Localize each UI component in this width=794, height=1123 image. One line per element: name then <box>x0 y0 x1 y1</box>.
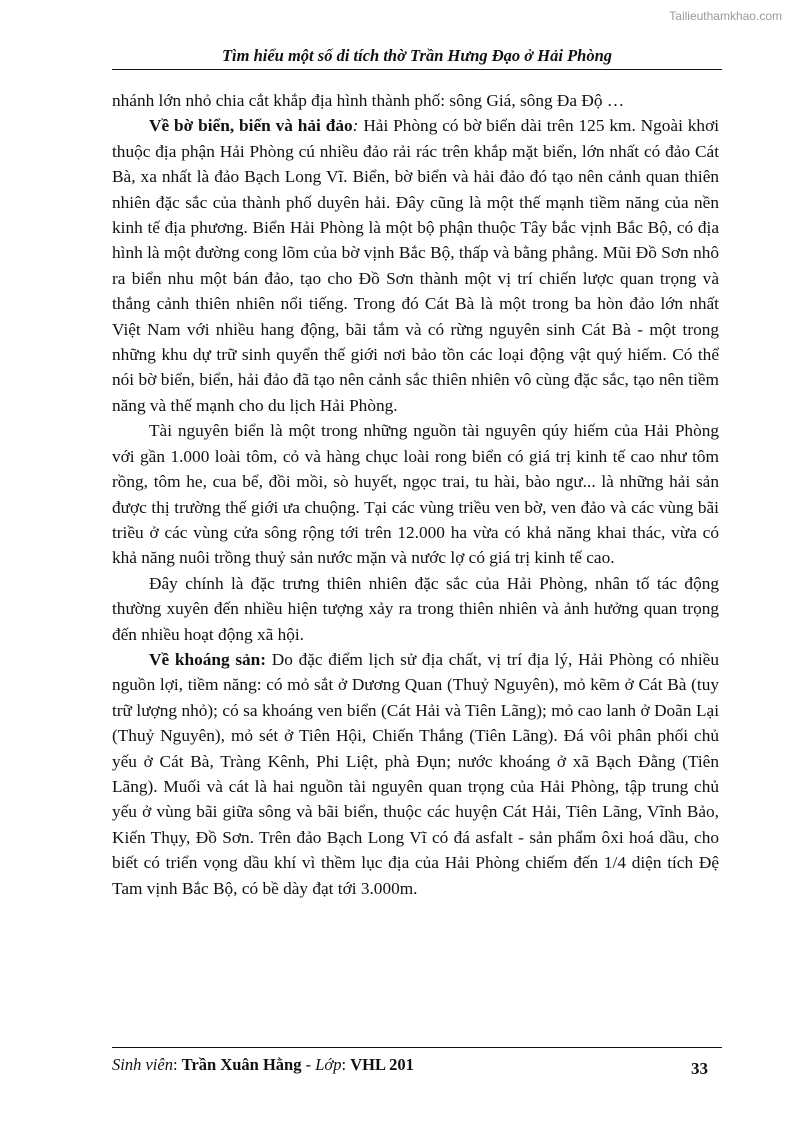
page-number: 33 <box>691 1059 708 1078</box>
paragraph-rivers-continuation: nhánh lớn nhỏ chia cắt khắp địa hình thành phố: sông Giá, sông Đa Độ … <box>112 91 625 110</box>
heading-colon: : <box>352 116 359 136</box>
footer-separator: : <box>341 1055 351 1074</box>
footer-separator: - <box>301 1055 316 1074</box>
paragraph-natural-features: Đây chính là đặc trưng thiên nhiên đặc sắc của Hải Phòng, nhân tố tác động thường xuyên đến nhiều hiện tượng xảy ra trong thiên nhiên và ảnh hưởng quan trọng đến nhiều hoạt động xã hội. <box>112 573 719 644</box>
student-label: Sinh viên <box>112 1055 173 1074</box>
student-name: Trần Xuân Hằng <box>181 1055 302 1074</box>
watermark: Tailieuthamkhao.com <box>669 9 782 23</box>
paragraph-text: Do đặc điểm lịch sử địa chất, vị trí địa lý, Hải Phòng có nhiều nguồn lợi, tiềm năng: có mỏ sắt ở Dương Quan (Thuỷ Nguyên), mỏ kẽm ở Cát Bà (tuy trữ lượng nhỏ); có sa khoáng ven biển (Cát Hải và Tiên Lãng); mỏ cao lanh ở Doãn Lại (Thuỷ Nguyên), mỏ sét ở Tiên Hội, Chiến Thắng (Tiên Lãng). Đá vôi phân phối chủ yếu ở Cát Bà, Tràng Kênh, Phi Liệt, phà Đụn; nước khoáng ở xã Bạch Đằng (Tiên Lãng). Muối và cát là hai nguồn tài nguyên quan trọng của Hải Phòng, tập trung chủ yếu ở vùng bãi giữa sông và bãi biển, thuộc các huyện Cát Hải, Tiên Lãng, Vĩnh Bảo, Kiến Thụy, Đồ Sơn. Trên đảo Bạch Long Vĩ có đá asfalt - sản phẩm ôxi hoá dầu, cho biết có triển vọng dầu khí vì thềm lục địa của Hải Phòng chiếm đến 1/4 diện tích Đệ Tam vịnh Bắc Bộ, có bề dày đạt tới 3.000m. <box>112 649 719 898</box>
section-heading-minerals: Về khoáng sản: <box>149 649 267 669</box>
class-label: Lớp <box>315 1055 342 1074</box>
footer-separator: : <box>172 1055 182 1074</box>
document-body <box>112 88 719 901</box>
paragraph-coast-sea-islands <box>112 113 719 418</box>
footer-divider <box>112 1047 722 1048</box>
paragraph-marine-resources: Tài nguyên biển là một trong những nguồn tài nguyên qúy hiếm của Hải Phòng với gần 1.000 loài tôm, cỏ và hàng chục loài rong biển có giá trị kinh tế cao như tôm rồng, tôm he, cua bể, đồi mồi, sò huyết, ngọc trai, tu hài, bào ngư... là những hải sản được thị trường thế giới ưa chuộng. Tại các vùng triều ven bờ, ven đảo và các vùng bãi triều ở các vùng cửa sông rộng tới trên 12.000 ha vừa có khả năng khai thác, vừa có khả năng nuôi trồng thuỷ sản nước mặn và nước lợ có giá trị kinh tế cao. <box>112 421 719 568</box>
section-heading-coast: Về bờ biển, biển và hải đảo <box>149 116 353 136</box>
paragraph-minerals <box>112 647 719 901</box>
page-header-title: Tìm hiểu một số di tích thờ Trần Hưng Đạo ở Hải Phòng <box>221 46 613 65</box>
page-footer <box>112 1055 722 1078</box>
class-name: VHL 201 <box>350 1055 414 1074</box>
paragraph-text: Hải Phòng có bờ biển dài trên 125 km. Ngoài khơi thuộc địa phận Hải Phòng cú nhiều đảo rải rác trên khắp mặt biển, lớn nhất có đảo Cát Bà, xa nhất là đảo Bạch Long Vĩ. Biển, bờ biển và hải đảo đó tạo nên cảnh quan thiên nhiên đặc sắc của thành phố duyên hải. Đây cũng là một thế mạnh tiềm năng của nền kinh tế địa phương. Biển Hải Phòng là một bộ phận thuộc Tây bắc vịnh Bắc Bộ, có địa hình là một đường cong lõm của bờ vịnh Bắc Bộ, thấp và bằng phẳng. Mũi Đồ Sơn nhô ra biển nhu một bán đảo, tạo cho Đồ Sơn thành một vị trí chiến lược quan trọng và thắng cảnh thiên nhiên nổi tiếng. Trong đó Cát Bà là một trong ba hòn đảo lớn nhất Việt Nam với nhiều hang động, bãi tắm và có rừng nguyên sinh Cát Bà - một trong những khu dự trữ sinh quyển thế giới nơi bảo tồn các loại động vật quý hiếm. Có thể nói bờ biển, biển, hải đảo đã tạo nên cảnh sắc thiên nhiên vô cùng đặc sắc, tạo nên tiềm năng và thế mạnh cho du lịch Hải Phòng. <box>112 116 720 415</box>
header-divider <box>112 69 722 70</box>
